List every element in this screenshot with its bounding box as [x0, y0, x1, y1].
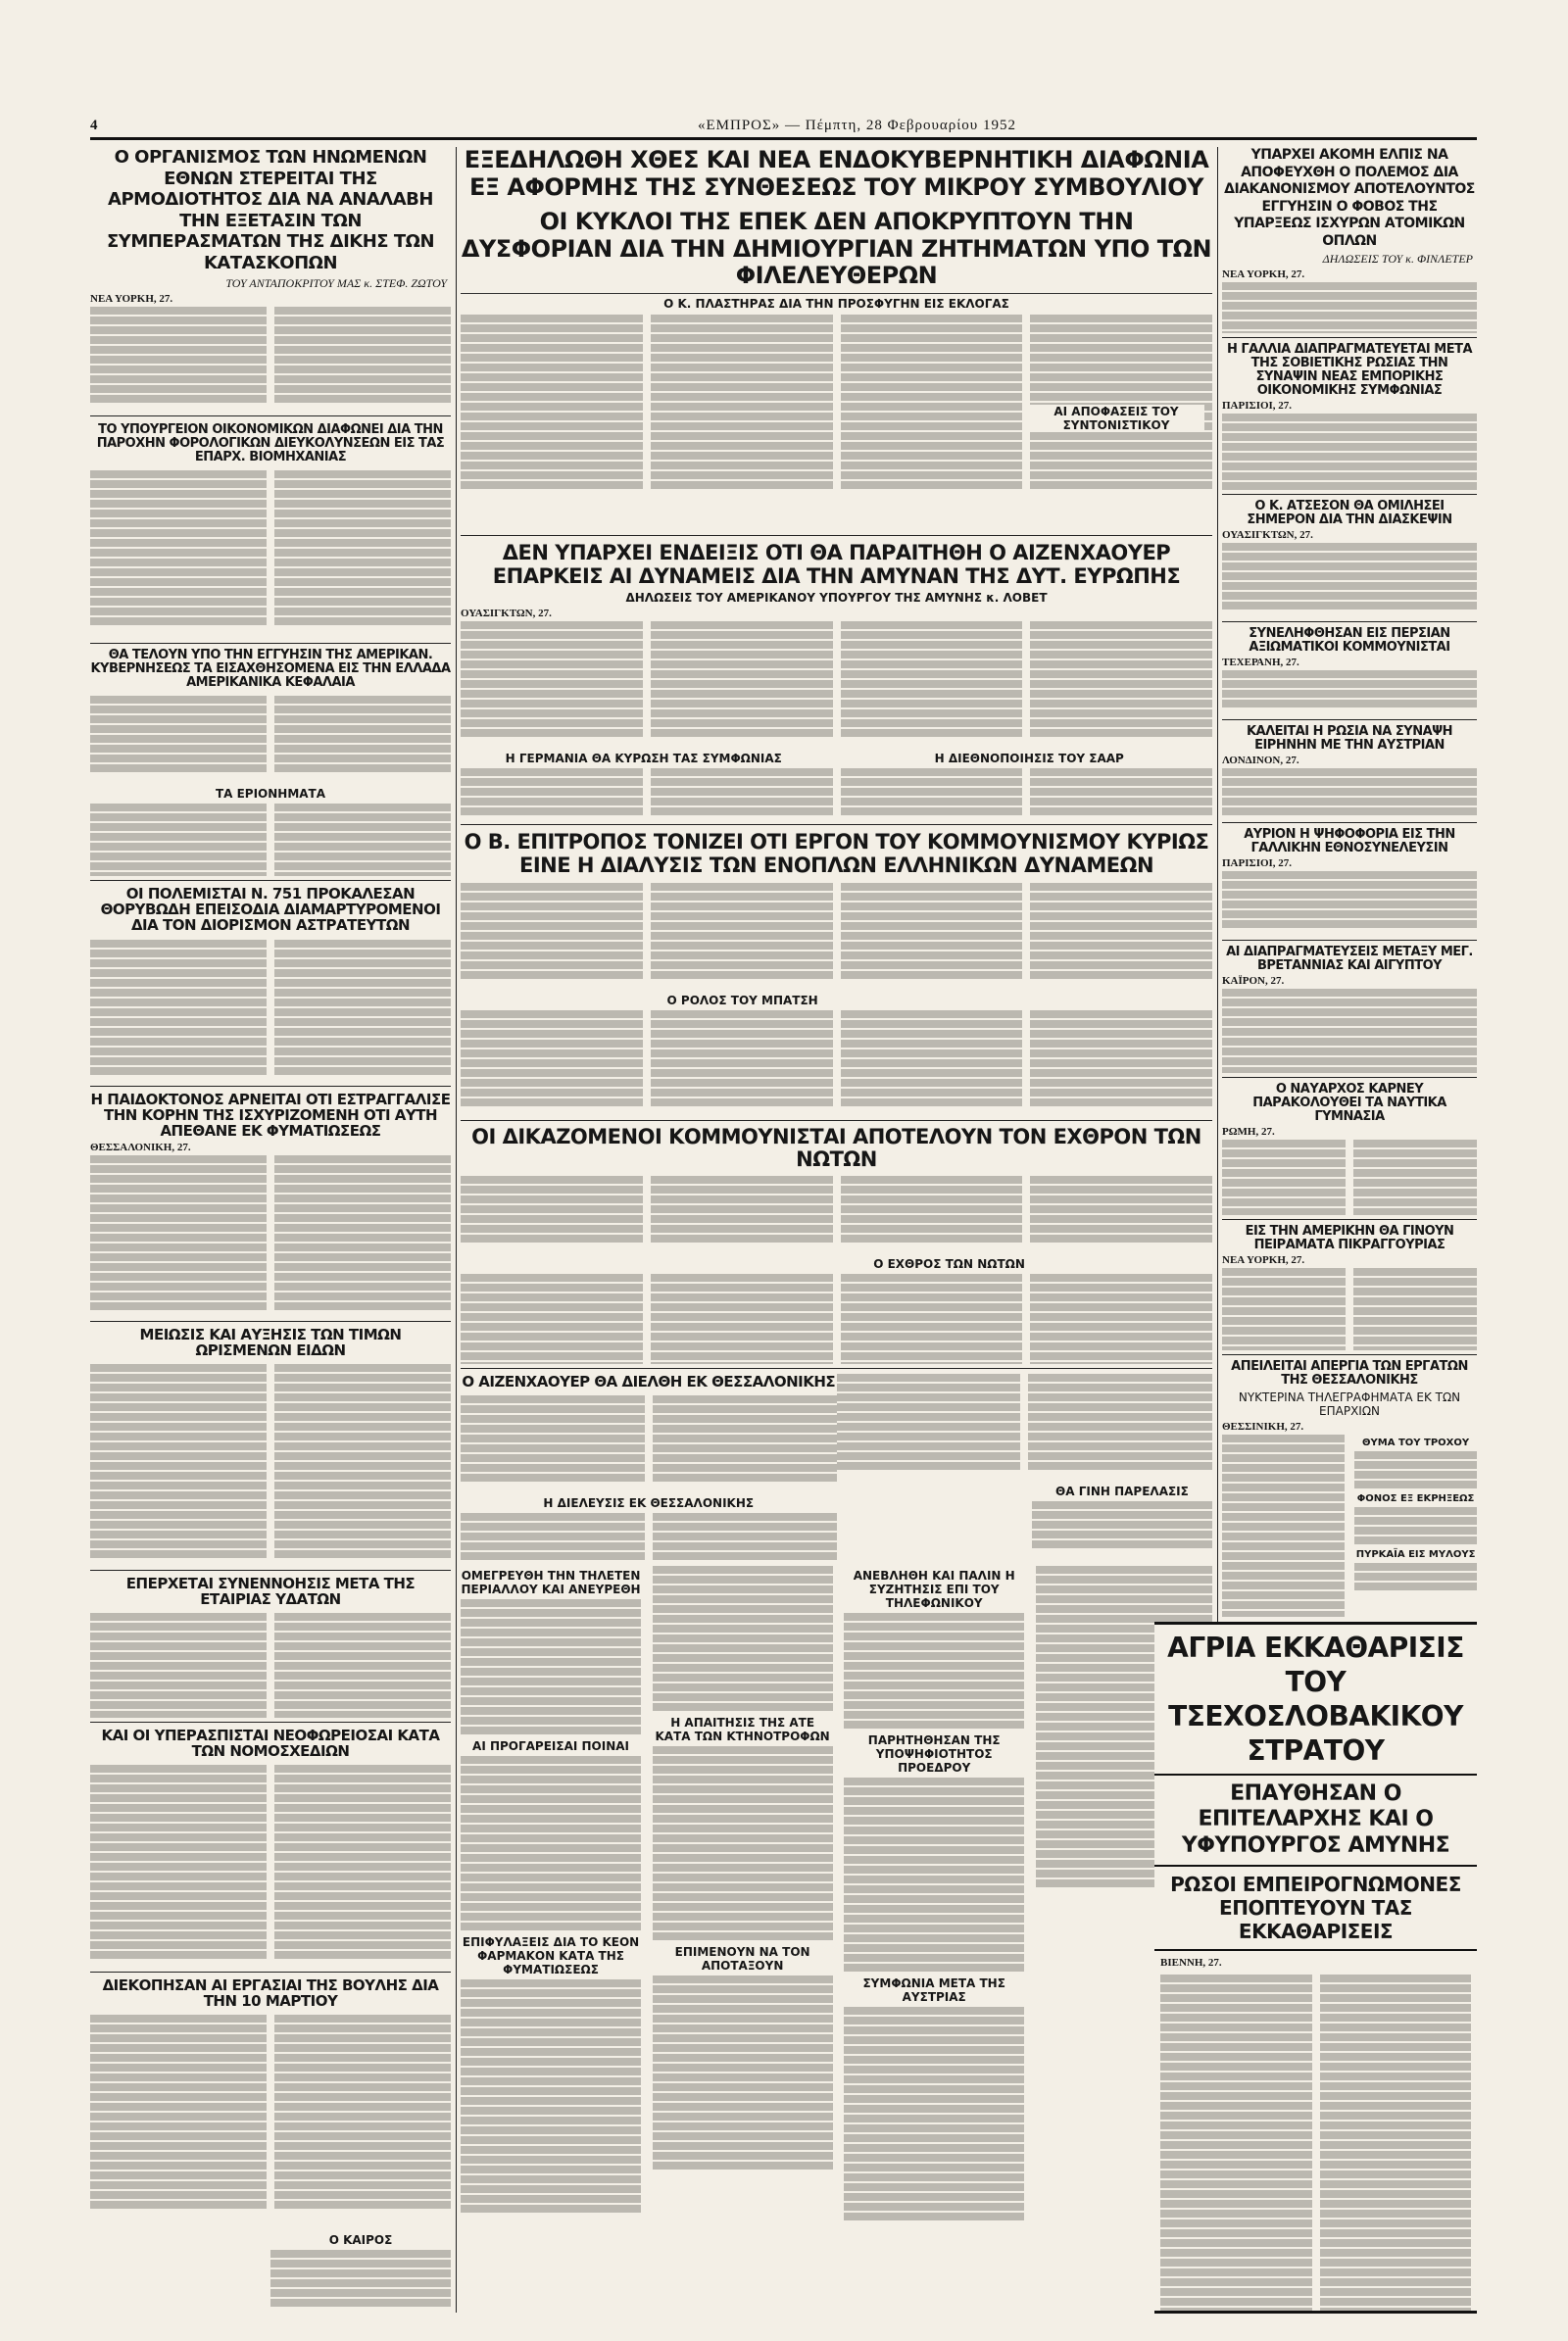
divider — [90, 1321, 451, 1322]
headline: ΑΠΕΙΛΕΙΤΑΙ ΑΠΕΡΓΙΑ ΤΩΝ ΕΡΓΑΤΩΝ ΤΗΣ ΘΕΣΣΑΛΟΝΙΚΗΣ — [1231, 1360, 1468, 1389]
article-body — [1222, 1268, 1477, 1350]
subhead: ΤΑ ΕΡΙΟΝΗΜΑΤΑ — [215, 787, 326, 802]
article-body — [461, 1010, 1212, 1116]
dateline: ΘΕΣΣΙΝΙΚΗ, 27. — [1222, 1421, 1304, 1434]
article-body — [90, 1364, 451, 1566]
article-water-company — [90, 1576, 451, 1718]
article-acheson — [1222, 500, 1477, 617]
article-experiments — [1222, 1225, 1477, 1350]
article-defenders — [90, 1728, 451, 1968]
article-persia — [1222, 627, 1477, 715]
divider — [90, 1086, 451, 1087]
dateline: ΝΕΑ ΥΟΡΚΗ, 27. — [90, 292, 173, 305]
headline-1: ΑΓΡΙΑ ΕΚΚΑΘΑΡΙΣΙΣ ΤΟΥ ΤΣΕΧΟΣΛΟΒΑΚΙΚΟΥ ΣΤΡΑΤΟΥ — [1154, 1625, 1477, 1776]
folio-rule — [90, 137, 1477, 140]
side-subhead: Ο ΡΟΛΟΣ ΤΟΥ ΜΠΑΤΣΗ — [666, 994, 818, 1008]
headline: ΘΑ ΤΕΛΟΥΝ ΥΠΟ ΤΗΝ ΕΓΓΥΗΣΙΝ ΤΗΣ ΑΜΕΡΙΚΑΝ. ΚΥΒΕΡΝΗΣΕΩΣ ΤΑ ΕΙΣΑΧΘΗΣΟΜΕΝΑ ΕΙΣ ΤΗΝ ΕΛΛΑΔΑ ΑΜΕΡΙΚΑΝΙΚΑ ΚΕΦΑΛΑΙΑ — [90, 649, 451, 691]
headline: ΔΙΕΚΟΠΗΣΑΝ ΑΙ ΕΡΓΑΣΙΑΙ ΤΗΣ ΒΟΥΛΗΣ ΔΙΑ ΤΗΝ 10 ΜΑΡΤΙΟΥ — [102, 1977, 439, 2011]
article-czech-army — [1154, 1622, 1477, 2314]
article-body — [90, 307, 451, 412]
article-carney — [1222, 1083, 1477, 1215]
article-atomic-weapons — [1222, 147, 1477, 333]
headline: Ο ΝΑΥΑΡΧΟΣ ΚΑΡΝΕΥ ΠΑΡΑΚΟΛΟΥΘΕΙ ΤΑ ΝΑΥΤΙΚΑ ΓΥΜΝΑΣΙΑ — [1252, 1083, 1446, 1125]
divider — [1222, 337, 1477, 338]
middle-section — [461, 147, 1212, 2313]
headline: Ο Β. ΕΠΙΤΡΟΠΟΣ ΤΟΝΙΖΕΙ ΟΤΙ ΕΡΓΟΝ ΤΟΥ ΚΟΜΜΟΥΝΙΣΜΟΥ ΚΥΡΙΩΣ ΕΙΝΕ Η ΔΙΑΛΥΣΙΣ ΤΩΝ ΕΝΟΠΛΩΝ ΕΛΛΗΝΙΚΩΝ ΔΥΝΑΜΕΩΝ — [464, 830, 1209, 878]
brief-head: ΟΜΕΓΡΕΥΘΗ ΤΗΝ ΤΗΛΕΤΕΝ ΠΕΡΙΑΛΛΟΥ ΚΑΙ ΑΝΕΥΡΕΘΗ — [461, 1569, 641, 1596]
article-body — [844, 1778, 1024, 1974]
article-parliament — [90, 1977, 451, 2313]
divider — [461, 1368, 1212, 1369]
news-briefs-grid — [461, 1566, 1212, 2252]
article-un-spies — [90, 147, 451, 412]
headline: Η ΠΑΙΔΟΚΤΟΝΟΣ ΑΡΝΕΙΤΑΙ ΟΤΙ ΕΣΤΡΑΓΓΑΛΙΣΕ ΤΗΝ ΚΟΡΗΝ ΤΗΣ ΙΣΧΥΡΙΖΟΜΕΝΗ ΟΤΙ ΑΥΤΗ ΑΠΕΘΑΝΕ ΕΚ ΦΥΜΑΤΙΩΣΕΩΣ — [90, 1092, 451, 1141]
brief-column — [461, 1566, 641, 2252]
news-briefs-right — [837, 1374, 1213, 1560]
dateline: ΛΟΝΔΙΝΟΝ, 27. — [1222, 755, 1299, 767]
article-communism — [461, 830, 1212, 1116]
article-body — [1222, 871, 1477, 930]
divider — [1222, 1077, 1477, 1078]
subhead: ΔΗΛΩΣΕΙΣ ΤΟΥ ΑΜΕΡΙΚΑΝΟΥ ΥΠΟΥΡΓΟΥ ΤΗΣ ΑΜΥΝΗΣ κ. ΛΟΒΕΤ — [625, 591, 1048, 606]
divider — [90, 1722, 451, 1723]
brief-column — [844, 1566, 1024, 2252]
brief-column — [653, 1566, 833, 2252]
headline: Ο ΟΡΓΑΝΙΣΜΟΣ ΤΩΝ ΗΝΩΜΕΝΩΝ ΕΘΝΩΝ ΣΤΕΡΕΙΤΑΙ ΤΗΣ ΑΡΜΟΔΙΟΤΗΤΟΣ ΔΙΑ ΝΑ ΑΝΑΛΑΒΗ ΤΗΝ ΕΞΕΤΑΣΙΝ ΤΩΝ ΣΥΜΠΕΡΑΣΜΑΤΩΝ ΤΗΣ ΔΙΚΗΣ ΤΩΝ ΚΑΤΑΣΚΟΠΩΝ — [106, 147, 435, 273]
weather-head: Ο ΚΑΙΡΟΣ — [328, 2233, 393, 2248]
brief-head: ΠΥΡΚΑΪΑ ΕΙΣ ΜΥΛΟΥΣ — [1355, 1549, 1476, 1561]
dateline: ΝΕΑ ΥΟΡΚΗ, 27. — [1222, 268, 1305, 280]
headline-main: ΕΞΕΔΗΛΩΘΗ ΧΘΕΣ ΚΑΙ ΝΕΑ ΕΝΔΟΚΥΒΕΡΝΗΤΙΚΗ ΔΙΑΦΩΝΙΑ ΕΞ ΑΦΟΡΜΗΣ ΤΗΣ ΣΥΝΘΕΣΕΩΣ ΤΟΥ ΜΙΚΡΟΥ ΣΥΜΒΟΥΛΙΟΥ — [464, 147, 1209, 201]
article-body — [1222, 768, 1477, 817]
brief-head: ΕΠΙΦΥΛΑΞΕΙΣ ΔΙΑ ΤΟ ΚΕΟΝ ΦΑΡΜΑΚΟΝ ΚΑΤΑ ΤΗΣ ΦΥΜΑΤΙΩΣΕΩΣ — [462, 1935, 640, 1976]
divider — [1222, 1219, 1477, 1220]
brief-head: ΘΑ ΓΙΝΗ ΠΑΡΕΛΑΣΙΣ — [1055, 1485, 1189, 1498]
dateline: ΡΩΜΗ, 27. — [1222, 1126, 1275, 1139]
dateline: ΤΕΧΕΡΑΝΗ, 27. — [1222, 657, 1299, 669]
article-body — [90, 1155, 451, 1317]
article-eisenhower-thessaloniki — [461, 1374, 837, 1560]
article-body — [837, 1374, 1213, 1482]
dateline: ΘΕΣΣΑΛΟΝΙΚΗ, 27. — [90, 1141, 191, 1153]
dateline: ΝΕΑ ΥΟΡΚΗ, 27. — [1222, 1254, 1305, 1267]
article-body — [653, 1566, 833, 1713]
brief-head: ΣΥΜΦΩΝΙΑ ΜΕΤΑ ΤΗΣ ΑΥΣΤΡΙΑΣ — [862, 1976, 1005, 2004]
article-body — [90, 940, 451, 1082]
divider — [1222, 822, 1477, 823]
headline: ΟΙ ΔΙΚΑΖΟΜΕΝΟΙ ΚΟΜΜΟΥΝΙΣΤΑΙ ΑΠΟΤΕΛΟΥΝ ΤΟΝ ΕΧΘΡΟΝ ΤΩΝ ΝΩΤΩΝ — [471, 1126, 1201, 1171]
headline: ΜΕΙΩΣΙΣ ΚΑΙ ΑΥΞΗΣΙΣ ΤΩΝ ΤΙΜΩΝ ΩΡΙΣΜΕΝΩΝ ΕΙΔΩΝ — [139, 1327, 402, 1360]
divider — [1222, 1354, 1477, 1355]
divider — [1222, 494, 1477, 495]
headline: ΤΟ ΥΠΟΥΡΓΕΙΟΝ ΟΙΚΟΝΟΜΙΚΩΝ ΔΙΑΦΩΝΕΙ ΔΙΑ ΤΗΝ ΠΑΡΟΧΗΝ ΦΟΡΟΛΟΓΙΚΩΝ ΔΙΕΥΚΟΛΥΝΣΕΩΝ ΕΙΣ ΤΑΣ ΕΠΑΡΧ. ΒΙΟΜΗΧΑΝΙΑΣ — [96, 423, 445, 465]
headline: ΚΑΛΕΙΤΑΙ Η ΡΩΣΙΑ ΝΑ ΣΥΝΑΨΗ ΕΙΡΗΝΗΝ ΜΕ ΤΗΝ ΑΥΣΤΡΙΑΝ — [1246, 725, 1453, 754]
article-body — [1222, 670, 1477, 709]
article-body — [461, 883, 1212, 991]
headline: ΔΕΝ ΥΠΑΡΧΕΙ ΕΝΔΕΙΞΙΣ ΟΤΙ ΘΑ ΠΑΡΑΙΤΗΘΗ Ο ΑΙΖΕΝΧΑΟΥΕΡ ΕΠΑΡΚΕΙΣ ΑΙ ΔΥΝΑΜΕΙΣ ΔΙΑ ΤΗΝ ΑΜΥΝΑΝ ΤΗΣ ΔΥΤ. ΕΥΡΩΠΗΣ — [492, 541, 1181, 589]
brief-head: ΘΥΜΑ ΤΟΥ ΤΡΟΧΟΥ — [1362, 1438, 1470, 1449]
article-body — [461, 1395, 837, 1493]
left-column — [90, 147, 451, 2313]
dateline: ΒΙΕΝΝΗ, 27. — [1160, 1957, 1222, 1970]
subhead: Ο Κ. ΠΛΑΣΤΗΡΑΣ ΔΙΑ ΤΗΝ ΠΡΟΣΦΥΓΗΝ ΕΙΣ ΕΚΛΟΓΑΣ — [461, 293, 1212, 311]
headline: ΑΥΡΙΟΝ Η ΨΗΦΟΦΟΡΙΑ ΕΙΣ ΤΗΝ ΓΑΛΛΙΚΗΝ ΕΘΝΟΣΥΝΕΛΕΥΣΙΝ — [1244, 828, 1455, 856]
divider — [1222, 621, 1477, 622]
article-child-murder — [90, 1092, 451, 1317]
headline: ΥΠΑΡΧΕΙ ΑΚΟΜΗ ΕΛΠΙΣ ΝΑ ΑΠΟΦΕΥΧΘΗ Ο ΠΟΛΕΜΟΣ ΔΙΑ ΔΙΑΚΑΝΟΝΙΣΜΟΥ ΑΠΟΤΕΛΟΥΝΤΟΣ ΕΓΓΥΗΣΙΝ Ο ΦΟΒΟΣ ΤΗΣ ΥΠΑΡΞΕΩΣ ΙΣΧΥΡΩΝ ΑΤΟΜΙΚΩΝ ΟΠΛΩΝ — [1224, 147, 1475, 249]
article-thessaloniki-strike — [1222, 1360, 1477, 1617]
headline: Ο Κ. ΑΤΣΕΣΟΝ ΘΑ ΟΜΙΛΗΣΕΙ ΣΗΜΕΡΟΝ ΔΙΑ ΤΗΝ ΔΙΑΣΚΕΨΙΝ — [1247, 500, 1452, 528]
side-subhead: ΑΙ ΑΠΟΦΑΣΕΙΣ ΤΟΥ ΣΥΝΤΟΝΙΣΤΙΚΟΥ — [1028, 405, 1204, 432]
article-veterans — [90, 886, 451, 1082]
article-body — [461, 1176, 1212, 1254]
masthead-date: «ΕΜΠΡΟΣ» — Πέμπτη, 28 Φεβρουαρίου 1952 — [698, 118, 1016, 133]
article-body — [90, 470, 451, 639]
brief-column — [1354, 1435, 1477, 1592]
divider — [90, 1972, 451, 1973]
byline: ΤΟΥ ΑΝΤΑΠΟΚΡΙΤΟΥ ΜΑΣ κ. ΣΤΕΦ. ΖΩΤΟΥ — [225, 275, 447, 290]
article-france-ussr — [1222, 343, 1477, 490]
side-subhead: Ο ΕΧΘΡΟΣ ΤΩΝ ΝΩΤΩΝ — [873, 1257, 1025, 1272]
brief-area — [1222, 1435, 1477, 1617]
page-folio — [90, 118, 1477, 139]
dateline: ΠΑΡΙΣΙΟΙ, 27. — [1222, 400, 1293, 413]
article-body — [90, 2015, 451, 2230]
article-body — [461, 1979, 641, 2215]
article-french-vote — [1222, 828, 1477, 936]
article-finance-ministry — [90, 423, 451, 639]
brief-head: ΠΑΡΗΤΗΘΗΣΑΝ ΤΗΣ ΥΠΟΨΗΦΙΟΤΗΤΟΣ ΠΡΟΕΔΡΟΥ — [867, 1733, 1001, 1775]
article-body — [1160, 1975, 1471, 2314]
brief-head: ΦΟΝΟΣ ΕΞ ΕΚΡΗΞΕΩΣ — [1356, 1493, 1475, 1505]
divider — [90, 880, 451, 881]
brief-head: ΑΙ ΠΡΟΓΑΡΕΙΣΑΙ ΠΟΙΝΑΙ — [472, 1739, 630, 1753]
article-body — [461, 621, 1212, 749]
article-body — [653, 1975, 833, 2171]
divider — [1222, 719, 1477, 720]
divider — [461, 824, 1212, 825]
headline: ΚΑΙ ΟΙ ΥΠΕΡΑΣΠΙΣΤΑΙ ΝΕΟΦΩΡΕΙΟΣΑΙ ΚΑΤΑ ΤΩΝ ΝΟΜΟΣΧΕΔΙΩΝ — [101, 1728, 440, 1761]
divider — [1222, 940, 1477, 941]
side-subhead: Η ΔΙΕΛΕΥΣΙΣ ΕΚ ΘΕΣΣΑΛΟΝΙΚΗΣ — [543, 1496, 755, 1511]
headline: ΟΙ ΠΟΛΕΜΙΣΤΑΙ Ν. 751 ΠΡΟΚΑΛΕΣΑΝ ΘΟΡΥΒΩΔΗ ΕΠΕΙΣΟΔΙΑ ΔΙΑΜΑΡΤΥΡΟΜΕΝΟΙ ΔΙΑ ΤΟΝ ΔΙΟΡΙΣΜΟΝ ΑΣΤΡΑΤΕΥΤΩΝ — [100, 886, 441, 935]
dateline: ΚΑΪΡΟΝ, 27. — [1222, 975, 1285, 988]
article-body — [1222, 543, 1477, 611]
article-body — [90, 1613, 451, 1718]
subhead: ΝΥΚΤΕΡΙΝΑ ΤΗΛΕΓΡΑΦΗΜΑΤΑ ΕΚ ΤΩΝ ΕΠΑΡΧΙΩΝ — [1238, 1390, 1461, 1419]
side-subhead: Η ΔΙΕΘΝΟΠΟΙΗΣΙΣ ΤΟΥ ΣΑΑΡ — [934, 752, 1124, 766]
divider — [90, 415, 451, 416]
page-number: 4 — [90, 118, 98, 133]
article-austria — [1222, 725, 1477, 818]
brief-head: ΑΝΕΒΛΗΘΗ ΚΑΙ ΠΑΛΙΝ Η ΣΥΖΗΤΗΣΙΣ ΕΠΙ ΤΟΥ ΤΗΛΕΦΩΝΙΚΟΥ — [853, 1569, 1015, 1610]
divider — [90, 643, 451, 644]
article-britain-egypt — [1222, 946, 1477, 1073]
article-body — [461, 1599, 641, 1736]
article-body — [844, 1613, 1024, 1731]
side-subhead: Η ΓΕΡΜΑΝΙΑ ΘΑ ΚΥΡΩΣΗ ΤΑΣ ΣΥΜΦΩΝΙΑΣ — [505, 752, 782, 766]
divider — [90, 1570, 451, 1571]
divider — [461, 535, 1212, 536]
article-body — [1354, 1507, 1477, 1546]
dateline: ΟΥΑΣΙΓΚΤΩΝ, 27. — [1222, 529, 1313, 542]
article-body — [1222, 989, 1477, 1073]
article-body — [461, 1274, 1212, 1364]
article-communist-trial — [461, 1126, 1212, 1364]
article-body — [1222, 1140, 1477, 1215]
brief-head: ΕΠΙΜΕΝΟΥΝ ΝΑ ΤΟΝ ΑΠΟΤΑΞΟΥΝ — [674, 1945, 810, 1973]
article-body — [844, 2007, 1024, 2222]
brief-head: Η ΑΠΑΙΤΗΣΙΣ ΤΗΣ ΑΤΕ ΚΑΤΑ ΤΩΝ ΚΤΗΝΟΤΡΟΦΩΝ — [655, 1716, 830, 1743]
article-prices — [90, 1327, 451, 1566]
article-eisenhower — [461, 541, 1212, 820]
article-body — [461, 768, 1212, 817]
headline: ΑΙ ΔΙΑΠΡΑΓΜΑΤΕΥΣΕΙΣ ΜΕΤΑΞΥ ΜΕΓ. ΒΡΕΤΑΝΝΙΑΣ ΚΑΙ ΑΙΓΥΠΤΟΥ — [1226, 946, 1473, 974]
newspaper-page — [90, 118, 1477, 2313]
headline: Η ΓΑΛΛΙΑ ΔΙΑΠΡΑΓΜΑΤΕΥΕΤΑΙ ΜΕΤΑ ΤΗΣ ΣΟΒΙΕΤΙΚΗΣ ΡΩΣΙΑΣ ΤΗΝ ΣΥΝΑΨΙΝ ΝΕΑΣ ΕΜΠΟΡΙΚΗΣ ΟΙΚΟΝΟΜΙΚΗΣ ΣΥΜΦΩΝΙΑΣ — [1226, 343, 1473, 399]
article-body — [90, 696, 451, 784]
headline: ΕΠΕΡΧΕΤΑΙ ΣΥΝΕΝΝΟΗΣΙΣ ΜΕΤΑ ΤΗΣ ΕΤΑΙΡΙΑΣ ΥΔΑΤΩΝ — [125, 1576, 416, 1609]
headline: ΣΥΝΕΛΗΦΘΗΣΑΝ ΕΙΣ ΠΕΡΣΙΑΝ ΑΞΙΩΜΑΤΙΚΟΙ ΚΟΜΜΟΥΝΙΣΤΑΙ — [1249, 627, 1450, 656]
column-rule — [456, 147, 457, 2313]
article-body — [461, 1513, 837, 1560]
article-cabinet-disagreement — [461, 147, 1212, 531]
article-body — [1354, 1563, 1477, 1592]
divider — [461, 1120, 1212, 1121]
headline: Ο ΑΙΖΕΝΧΑΟΥΕΡ ΘΑ ΔΙΕΛΘΗ ΕΚ ΘΕΣΣΑΛΟΝΙΚΗΣ — [462, 1374, 836, 1390]
headline: ΕΙΣ ΤΗΝ ΑΜΕΡΙΚΗΝ ΘΑ ΓΙΝΟΥΝ ΠΕΙΡΑΜΑΤΑ ΠΙΚΡΑΓΓΟΥΡΙΑΣ — [1245, 1225, 1454, 1253]
article-body — [1222, 282, 1477, 333]
article-body — [1222, 414, 1477, 490]
article-body — [1222, 1435, 1345, 1617]
dateline: ΟΥΑΣΙΓΚΤΩΝ, 27. — [461, 608, 552, 620]
byline: ΔΗΛΩΣΕΙΣ ΤΟΥ κ. ΦΙΝΛΕΤΕΡ — [1322, 252, 1473, 266]
headline-3: ΡΩΣΟΙ ΕΜΠΕΙΡΟΓΝΩΜΟΝΕΣ ΕΠΟΠΤΕΥΟΥΝ ΤΑΣ ΕΚΚΑΘΑΡΙΣΕΙΣ — [1154, 1867, 1477, 1951]
article-body — [653, 1746, 833, 1942]
article-body — [90, 804, 451, 876]
article-body — [461, 1756, 641, 1932]
article-body — [1032, 1501, 1212, 1552]
article-body — [1354, 1451, 1477, 1490]
article-us-capital — [90, 649, 451, 876]
article-body — [90, 1765, 451, 1968]
headline-second: ΟΙ ΚΥΚΛΟΙ ΤΗΣ ΕΠΕΚ ΔΕΝ ΑΠΟΚΡΥΠΤΟΥΝ ΤΗΝ ΔΥΣΦΟΡΙΑΝ ΔΙΑ ΤΗΝ ΔΗΜΙΟΥΡΓΙΑΝ ΖΗΤΗΜΑΤΩΝ ΥΠΟ ΤΩΝ ΦΙΛΕΛΕΥΘΕΡΩΝ — [461, 208, 1212, 290]
dateline: ΠΑΡΙΣΙΟΙ, 27. — [1222, 857, 1293, 870]
headline-2: ΕΠΑΥΘΗΣΑΝ Ο ΕΠΙΤΕΛΑΡΧΗΣ ΚΑΙ Ο ΥΦΥΠΟΥΡΓΟΣ ΑΜΥΝΗΣ — [1154, 1776, 1477, 1867]
weather-body — [270, 2250, 451, 2309]
